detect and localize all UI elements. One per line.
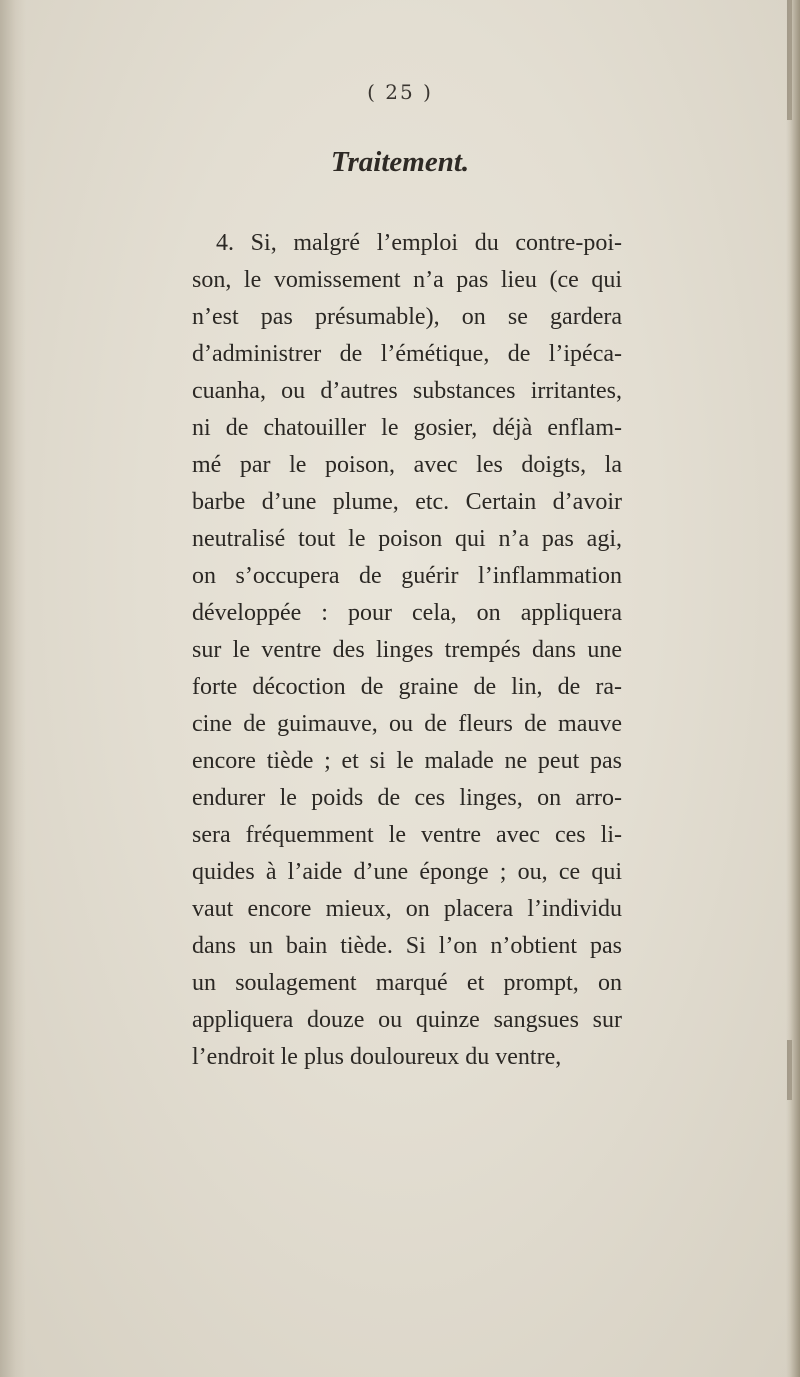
text-line: endurer le poids de ces linges, on arro- (192, 785, 622, 811)
paragraph (192, 225, 622, 1076)
text-line: d’administrer de l’émétique, de l’ipéca- (192, 341, 622, 367)
text-line: neutralisé tout le poison qui n’a pas agi, (192, 526, 622, 552)
page-edge-mark (787, 0, 792, 120)
text-line: sera fréquemment le ventre avec ces li- (192, 822, 622, 848)
text-line: son, le vomissement n’a pas lieu (ce qui (192, 267, 622, 293)
text-line: n’est pas présumable), on se gardera (192, 304, 622, 330)
page-number: ( 25 ) (367, 80, 433, 104)
text-line: vaut encore mieux, on placera l’individu (192, 896, 622, 922)
text-line: dans un bain tiède. Si l’on n’obtient pas (192, 933, 622, 959)
text-line: quides à l’aide d’une éponge ; ou, ce qui (192, 859, 622, 885)
text-line: sur le ventre des linges trempés dans une (192, 637, 622, 663)
text-line: encore tiède ; et si le malade ne peut pas (192, 748, 622, 774)
text-line: appliquera douze ou quinze sangsues sur (192, 1007, 622, 1033)
page-edge-mark (787, 1040, 792, 1100)
text-line: développée : pour cela, on appliquera (192, 600, 622, 626)
text-line: mé par le poison, avec les doigts, la (192, 452, 622, 478)
text-line: forte décoction de graine de lin, de ra- (192, 674, 622, 700)
text-line: cuanha, ou d’autres substances irritantes, (192, 378, 622, 404)
text-line: 4. Si, malgré l’emploi du contre-poi- (216, 230, 622, 256)
section-title: Traitement. (330, 146, 470, 178)
text-line: on s’occupera de guérir l’inflammation (192, 563, 622, 589)
text-line: ni de chatouiller le gosier, déjà enflam- (192, 415, 622, 441)
text-line: l’endroit le plus douloureux du ventre, (192, 1044, 562, 1070)
text-line: cine de guimauve, ou de fleurs de mauve (192, 711, 622, 737)
text-line: barbe d’une plume, etc. Certain d’avoir (192, 489, 622, 515)
text-line: un soulagement marqué et prompt, on (192, 970, 622, 996)
